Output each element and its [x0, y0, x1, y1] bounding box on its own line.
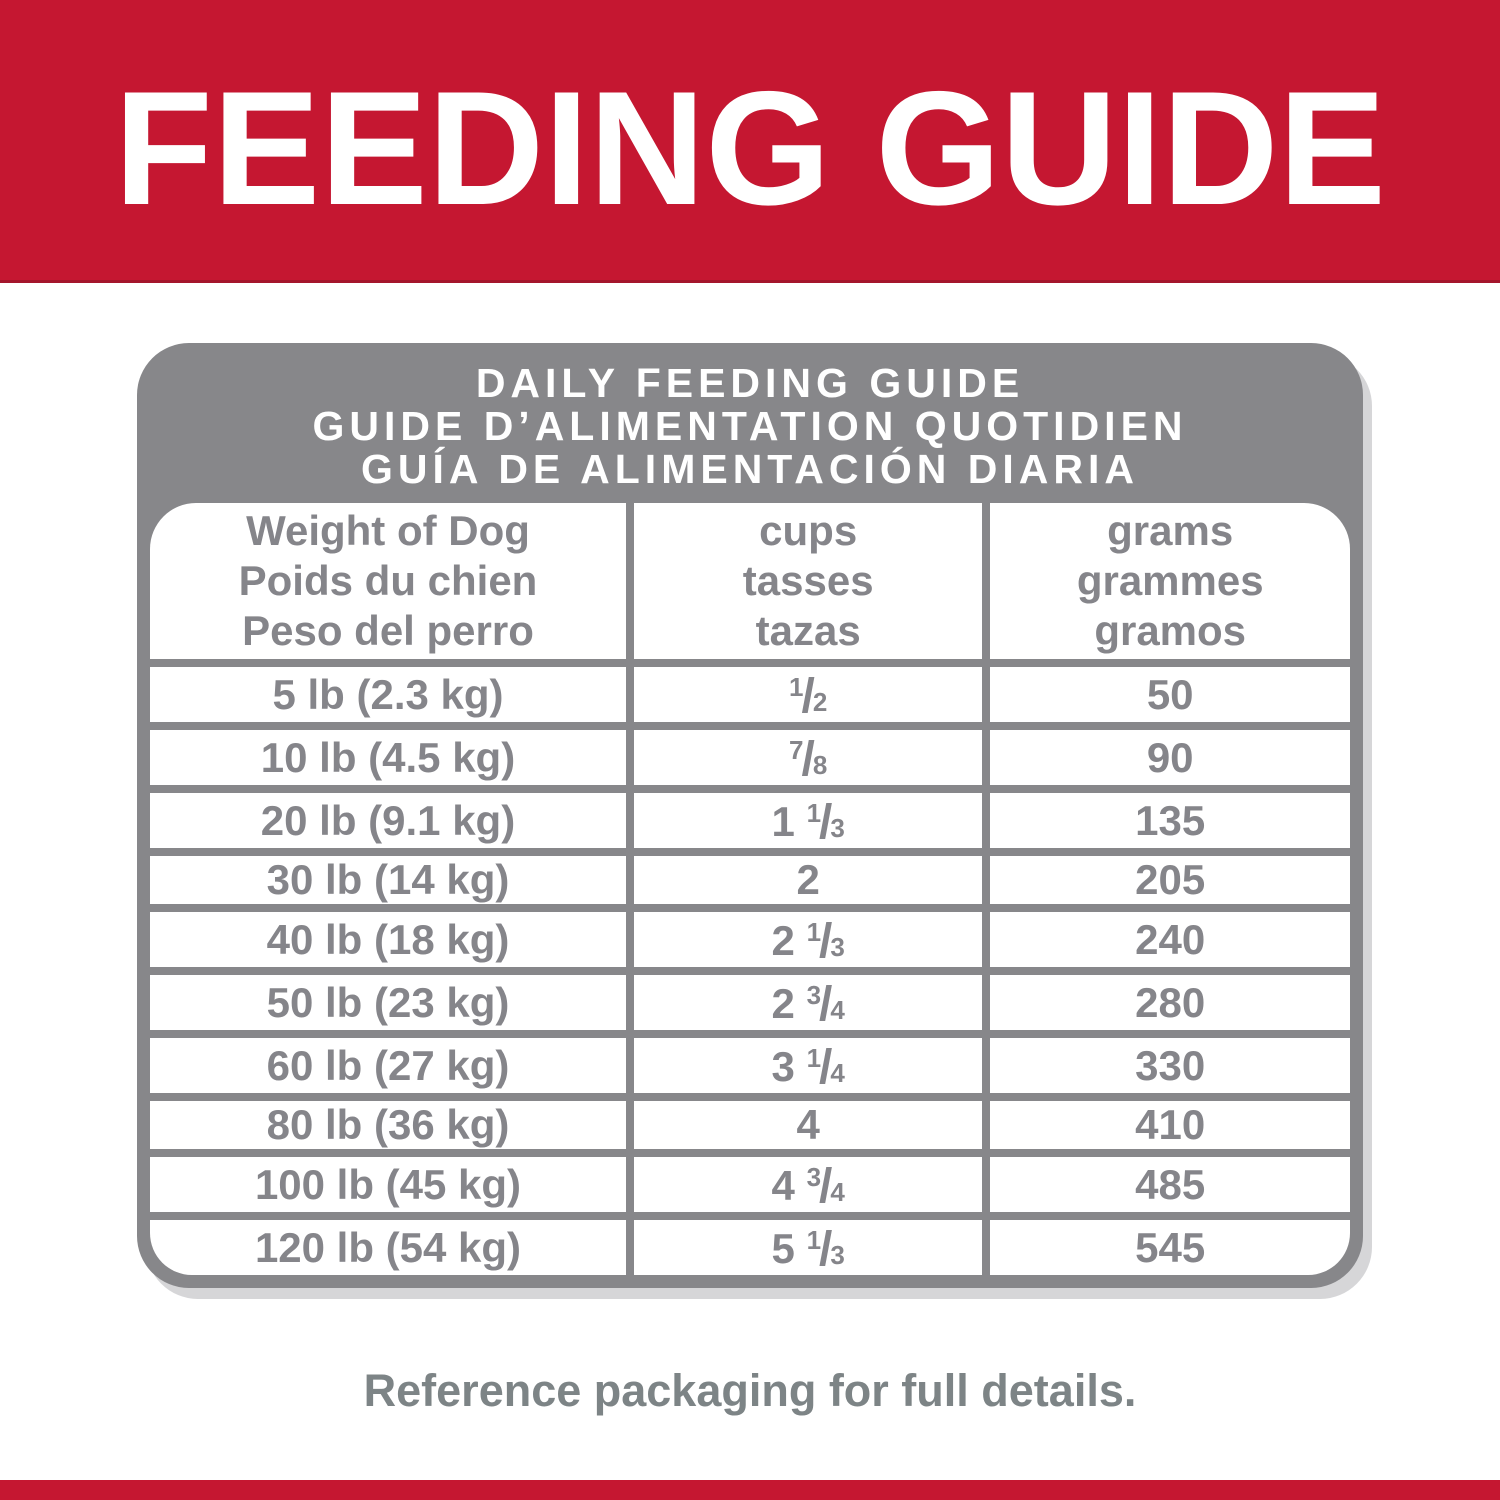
banner — [0, 0, 1500, 283]
cups-cell: 2 $^1$/3 — [630, 908, 986, 971]
feeding-table-grid — [150, 503, 1350, 1275]
table-row — [150, 852, 1350, 908]
weight-cell: 40 lb (18 kg) — [150, 908, 630, 971]
table-body — [150, 663, 1350, 1275]
table-row — [150, 1216, 1350, 1275]
cups-cell: $^7$/8 — [630, 726, 986, 789]
weight-cell: 10 lb (4.5 kg) — [150, 726, 630, 789]
col-header-cups — [630, 503, 986, 663]
card-title-en: DAILY FEEDING GUIDE — [475, 359, 1025, 406]
weight-cell: 20 lb (9.1 kg) — [150, 789, 630, 852]
grams-cell: 50 — [986, 663, 1350, 726]
footer-note: Reference packaging for full details. — [363, 1365, 1137, 1416]
cups-cell: 3 $^1$/4 — [630, 1034, 986, 1097]
col-header-grams — [986, 503, 1350, 663]
bottom-red-strip — [0, 1480, 1500, 1500]
weight-cell: 80 lb (36 kg) — [150, 1097, 630, 1153]
cups-cell: $^1$/2 — [630, 663, 986, 726]
col-header-grams-es: gramos — [1094, 607, 1247, 654]
cups-cell: 2 — [630, 852, 986, 908]
grams-cell: 205 — [986, 852, 1350, 908]
cups-cell: 1 $^1$/3 — [630, 789, 986, 852]
weight-cell: 50 lb (23 kg) — [150, 971, 630, 1034]
col-header-weight — [150, 503, 630, 663]
weight-cell: 100 lb (45 kg) — [150, 1153, 630, 1216]
col-header-weight-en: Weight of Dog — [246, 507, 530, 554]
weight-cell: 120 lb (54 kg) — [150, 1216, 630, 1275]
page-title: FEEDING GUIDE — [114, 57, 1386, 239]
header-row — [150, 503, 1350, 663]
grams-cell: 280 — [986, 971, 1350, 1034]
table-row — [150, 1153, 1350, 1216]
cups-cell: 4 $^3$/4 — [630, 1153, 986, 1216]
table-row — [150, 908, 1350, 971]
table-row — [150, 1097, 1350, 1153]
table-row — [150, 726, 1350, 789]
table-row — [150, 1034, 1350, 1097]
weight-cell: 30 lb (14 kg) — [150, 852, 630, 908]
card-header — [137, 343, 1363, 503]
weight-cell: 5 lb (2.3 kg) — [150, 663, 630, 726]
cups-cell: 4 — [630, 1097, 986, 1153]
table-header — [150, 503, 1350, 663]
table-row — [150, 663, 1350, 726]
feeding-table — [150, 503, 1350, 1275]
cups-cell: 5 $^1$/3 — [630, 1216, 986, 1275]
grams-cell: 135 — [986, 789, 1350, 852]
grams-cell: 485 — [986, 1153, 1350, 1216]
col-header-grams-fr: grammes — [1076, 557, 1264, 604]
cups-cell: 2 $^3$/4 — [630, 971, 986, 1034]
col-header-grams-en: grams — [1107, 507, 1234, 554]
grams-cell: 545 — [986, 1216, 1350, 1275]
card-title-es: GUÍA DE ALIMENTACIÓN DIARIA — [360, 445, 1140, 492]
grams-cell: 330 — [986, 1034, 1350, 1097]
table-row — [150, 971, 1350, 1034]
grams-cell: 90 — [986, 726, 1350, 789]
col-header-weight-fr: Poids du chien — [238, 557, 538, 604]
grams-cell: 410 — [986, 1097, 1350, 1153]
col-header-weight-es: Peso del perro — [242, 607, 534, 654]
col-header-cups-es: tazas — [755, 607, 861, 654]
weight-cell: 60 lb (27 kg) — [150, 1034, 630, 1097]
col-header-cups-en: cups — [759, 507, 858, 554]
grams-cell: 240 — [986, 908, 1350, 971]
col-header-cups-fr: tasses — [742, 557, 874, 604]
card-title-fr: GUIDE D’ALIMENTATION QUOTIDIEN — [312, 402, 1188, 449]
feeding-card — [137, 343, 1363, 1288]
table-row — [150, 789, 1350, 852]
